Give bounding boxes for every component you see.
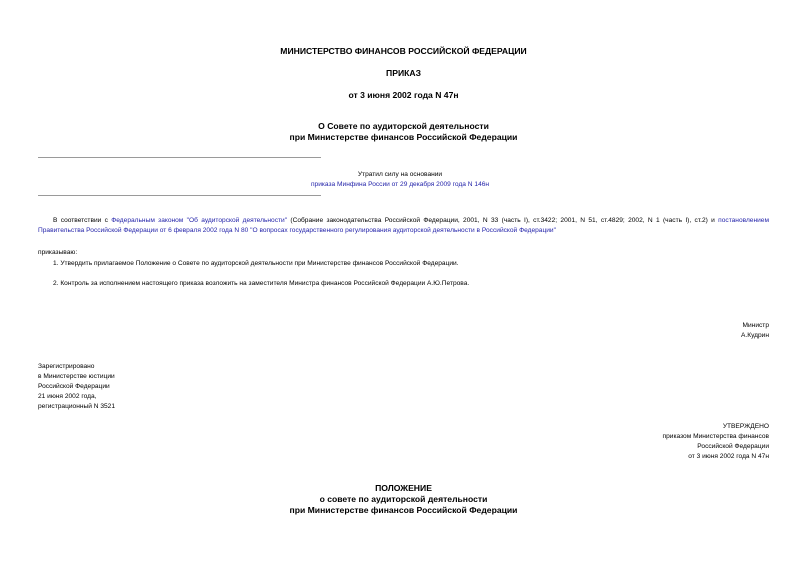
document-type: ПРИКАЗ bbox=[386, 68, 421, 78]
regulation-subtitle-1: о совете по аудиторской деятельности bbox=[319, 494, 488, 504]
regulation-subtitle-2: при Министерстве финансов Российской Федерации bbox=[289, 505, 518, 515]
notice-repeal-link[interactable]: приказа Минфина России от 29 декабря 2009 года N 146н bbox=[310, 181, 490, 188]
registration-line-1: Зарегистрировано bbox=[38, 363, 95, 370]
registration-line-3: Российской Федерации bbox=[38, 383, 110, 390]
registration-line-2: в Министерстве юстиции bbox=[38, 373, 115, 380]
ministry-heading: МИНИСТЕРСТВО ФИНАНСОВ РОССИЙСКОЙ ФЕДЕРАЦИИ bbox=[280, 46, 527, 56]
preamble-text-start: В соответствии с bbox=[53, 217, 112, 224]
divider-top bbox=[38, 157, 321, 158]
document-date-number: от 3 июня 2002 года N 47н bbox=[348, 90, 459, 100]
approved-line-3: Российской Федерации bbox=[697, 443, 769, 450]
document-title-line-2: при Министерстве финансов Российской Федерации bbox=[289, 132, 518, 142]
document-title-line-1: О Совете по аудиторской деятельности bbox=[318, 121, 489, 131]
order-word: приказываю: bbox=[38, 249, 78, 256]
order-item-1: 1. Утвердить прилагаемое Положение о Совете по аудиторской деятельности при Министерстве финансов Российской Федерации. bbox=[53, 260, 459, 267]
regulation-title: ПОЛОЖЕНИЕ bbox=[375, 483, 432, 493]
preamble-text-middle: (Собрание законодательства Российской Федерации, 2001, N 33 (часть I), ст.3422; 2001, N 51, ст.4829; 2002, N 1 (часть I), ст.2) и bbox=[287, 217, 719, 224]
divider-bottom bbox=[38, 195, 321, 196]
signature-position: Министр bbox=[742, 322, 769, 329]
registration-line-5: регистрационный N 3521 bbox=[38, 403, 116, 410]
notice-line: Утратил силу на основании bbox=[357, 171, 443, 178]
registration-line-4: 21 июня 2002 года, bbox=[38, 393, 97, 400]
order-item-2: 2. Контроль за исполнением настоящего приказа возложить на заместителя Министра финансов Российской Федерации А.Ю.Петрова. bbox=[53, 280, 470, 287]
preamble-paragraph bbox=[38, 216, 769, 236]
approved-line-1: УТВЕРЖДЕНО bbox=[722, 423, 769, 430]
signature-name: А.Кудрин bbox=[741, 332, 769, 339]
government-decree-link[interactable]: постановлением Правительства Российской Федерации от 6 февраля 2002 года N 80 "О вопросах государственного регулирования аудиторской деятельности в Российской Федерации" bbox=[38, 217, 770, 234]
approved-line-4: от 3 июня 2002 года N 47н bbox=[688, 453, 769, 460]
approved-line-2: приказом Министерства финансов bbox=[662, 433, 769, 440]
federal-law-link[interactable]: Федеральным законом "Об аудиторской деятельности" bbox=[111, 217, 288, 224]
